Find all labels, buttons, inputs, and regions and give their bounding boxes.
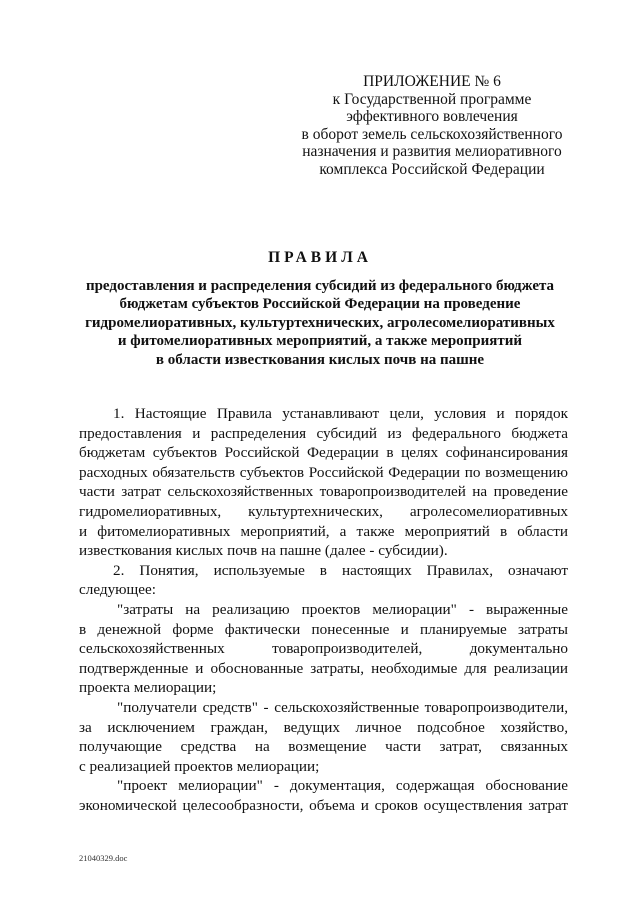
appendix-line: ПРИЛОЖЕНИЕ № 6 xyxy=(363,73,501,90)
definition-costs-line: "затраты на реализацию проектов мелиорации" - выраженные xyxy=(117,600,568,618)
paragraph-2-line: следующее: xyxy=(79,581,156,599)
paragraph-1-line: гидромелиоративных, культуртехнических, агролесомелиоративных xyxy=(79,502,568,520)
footer-filename: 21040329.doc xyxy=(79,853,128,863)
paragraph-1-line: 1. Настоящие Правила устанавливают цели, условия и порядок xyxy=(113,405,568,422)
paragraph-1-line: и фитомелиоративных мероприятий, а также мероприятий в области xyxy=(79,522,568,540)
definition-recipients-line: получающие средства на возмещение части затрат, связанных xyxy=(79,738,568,756)
definition-costs-line: подтвержденные и обоснованные затраты, необходимые для реализации xyxy=(79,659,568,677)
definition-costs-line: в денежной форме фактически понесенные и планируемые затраты xyxy=(79,620,568,638)
definition-costs-line: сельскохозяйственных товаропроизводителей, документально xyxy=(79,640,568,658)
document-title: ПРАВИЛА xyxy=(268,249,372,266)
paragraph-2-line: 2. Понятия, используемые в настоящих Правилах, означают xyxy=(113,561,568,579)
appendix-line: эффективного вовлечения xyxy=(346,108,518,126)
paragraph-1-line: бюджетам субъектов Российской Федерации в целях софинансирования xyxy=(79,444,568,462)
paragraph-1-line: части затрат сельскохозяйственных товаропроизводителей на проведение xyxy=(79,483,568,501)
subtitle-line: бюджетам субъектов Российской Федерации на проведение xyxy=(119,296,521,313)
definition-recipients-line: "получатели средств" - сельскохозяйственные товаропроизводители, xyxy=(117,698,568,716)
definition-project-line: "проект мелиорации" - документация, содержащая обоснование xyxy=(117,777,568,795)
document-subtitle xyxy=(60,277,580,369)
definition-recipients-line: за исключением граждан, ведущих личное подсобное хозяйство, xyxy=(79,718,568,736)
subtitle-line: в области известкования кислых почв на пашне xyxy=(155,351,485,368)
appendix-line: к Государственной программе xyxy=(332,90,532,108)
definition-project-line: экономической целесообразности, объема и сроков осуществления затрат xyxy=(79,796,568,814)
appendix-line: назначения и развития мелиоративного xyxy=(302,143,562,161)
appendix-header xyxy=(290,73,574,179)
document-body xyxy=(79,404,568,815)
subtitle-line: и фитомелиоративных мероприятий, а также мероприятий xyxy=(117,333,523,350)
definition-costs-line: проекта мелиорации; xyxy=(79,679,217,697)
paragraph-1-line: известкования кислых почв на пашне (далее - субсидии). xyxy=(79,542,448,560)
paragraph-1-line: расходных обязательств субъектов Российской Федерации по возмещению xyxy=(79,463,568,481)
subtitle-line: гидромелиоративных, культуртехнических, агролесомелиоративных xyxy=(85,314,555,331)
definition-recipients-line: с реализацией проектов мелиорации; xyxy=(79,757,320,775)
paragraph-1-line: предоставления и распределения субсидий из федерального бюджета xyxy=(79,424,568,442)
appendix-line: в оборот земель сельскохозяйственного xyxy=(301,125,563,143)
subtitle-line: предоставления и распределения субсидий из федерального бюджета xyxy=(85,278,555,294)
appendix-line: комплекса Российской Федерации xyxy=(319,160,545,178)
